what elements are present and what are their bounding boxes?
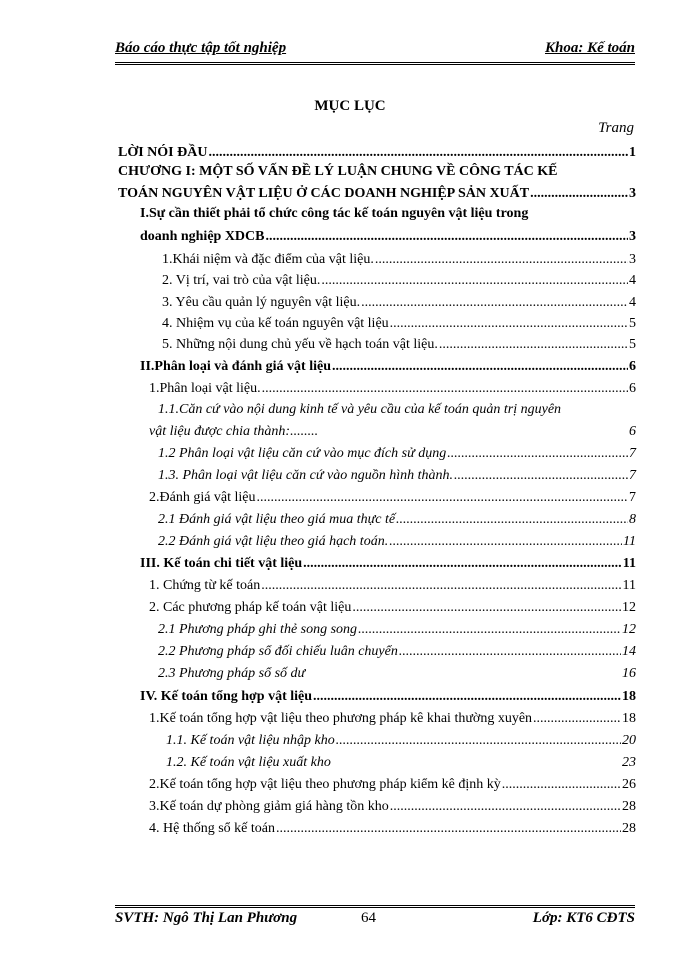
toc-entry[interactable]: 1.Phân loại vật liệu. ..... 6 [149, 379, 636, 399]
toc-entry[interactable]: 2. Vị trí, vai trò của vật liệu. ..... 4 [162, 271, 636, 291]
toc-entry[interactable]: 4. Hệ thống sổ kế toán ..... 28 [149, 819, 636, 839]
toc-entry[interactable]: IV. Kế toán tổng hợp vật liệu ..... 18 [140, 687, 636, 707]
toc-entry[interactable]: 2.1 Đánh giá vật liệu theo giá mua thực tế ..... 8 [158, 510, 636, 530]
toc-entry[interactable]: 1.2. Kế toán vật liệu xuất kho 23 [166, 755, 636, 770]
toc-entry[interactable]: doanh nghiệp XDCB ..... 3 [140, 227, 636, 247]
toc-entry[interactable]: I.Sự cần thiết phải tổ chức công tác kế toán nguyên vật liệu trong [140, 206, 529, 221]
toc-entry[interactable]: LỜI NÓI ĐẦU ..... 1 [118, 143, 636, 163]
toc-entry[interactable]: 3.Kế toán dự phòng giảm giá hàng tồn kho ..... 28 [149, 797, 636, 817]
header-report-title: Báo cáo thực tập tốt nghiệp [115, 40, 287, 56]
header-faculty: Khoa: Kế toán [544, 40, 635, 56]
toc-entry[interactable]: vật liệu được chia thành:........ 6 [149, 424, 636, 439]
toc-entry[interactable]: 2.Đánh giá vật liệu ..... 7 [149, 488, 636, 508]
page-number: 64 [361, 910, 376, 926]
toc-entry[interactable]: 2.Kế toán tổng hợp vật liệu theo phương pháp kiểm kê định kỳ ..... 26 [149, 775, 636, 795]
toc-entry[interactable]: 1.Kế toán tổng hợp vật liệu theo phương pháp kê khai thường xuyên ..... 18 [149, 709, 636, 729]
toc-entry[interactable]: 2.3 Phương pháp sổ số dư 16 [158, 666, 636, 681]
toc-entry[interactable]: 3. Yêu cầu quản lý nguyên vật liệu. ..... 4 [162, 293, 636, 313]
toc-entry[interactable]: 2. Các phương pháp kế toán vật liệu ..... 12 [149, 598, 636, 618]
toc-entry[interactable]: 2.1 Phương pháp ghi thẻ song song ..... 12 [158, 620, 636, 640]
toc-entry[interactable]: 1.Khái niệm và đặc điểm của vật liệu. ..... 3 [162, 250, 636, 270]
toc-entry[interactable]: 1.3. Phân loại vật liệu căn cứ vào nguồn hình thành. ..... 7 [158, 466, 636, 486]
toc-entry[interactable]: 1. Chứng từ kế toán ..... 11 [149, 576, 636, 596]
toc-entry[interactable]: 1.1.Căn cứ vào nội dung kinh tế và yêu cầu của kế toán quản trị nguyên [158, 402, 562, 417]
page-footer [115, 905, 635, 930]
toc-entry[interactable]: 4. Nhiệm vụ của kế toán nguyên vật liệu ..... 5 [162, 314, 636, 334]
toc-title: MỤC LỤC [314, 98, 386, 114]
toc-entry[interactable]: CHƯƠNG I: MỘT SỐ VẤN ĐỀ LÝ LUẬN CHUNG VỀ CÔNG TÁC KẾ [118, 164, 558, 179]
toc-entry[interactable]: 5. Những nội dung chủ yếu về hạch toán vật liệu. ..... 5 [162, 335, 636, 355]
toc-entry[interactable]: 1.1. Kế toán vật liệu nhập kho ..... 20 [166, 731, 636, 751]
toc-entry[interactable]: II.Phân loại và đánh giá vật liệu ..... 6 [140, 357, 636, 377]
page-column-label: Trang [598, 120, 634, 136]
footer-student: SVTH: Ngô Thị Lan Phương [115, 910, 298, 926]
toc-entry[interactable]: 1.2 Phân loại vật liệu căn cứ vào mục đích sử dụng ..... 7 [158, 444, 636, 464]
footer-class: Lớp: KT6 CĐTS [532, 910, 635, 926]
toc-entry[interactable]: 2.2 Đánh giá vật liệu theo giá hạch toán. ..... 11 [158, 532, 636, 552]
toc-entry[interactable]: III. Kế toán chi tiết vật liệu ..... 11 [140, 554, 636, 574]
toc-entry[interactable]: 2.2 Phương pháp sổ đối chiếu luân chuyển ..... 14 [158, 642, 636, 662]
toc-entry[interactable]: TOÁN NGUYÊN VẬT LIỆU Ở CÁC DOANH NGHIỆP SẢN XUẤT ..... 3 [118, 184, 636, 204]
